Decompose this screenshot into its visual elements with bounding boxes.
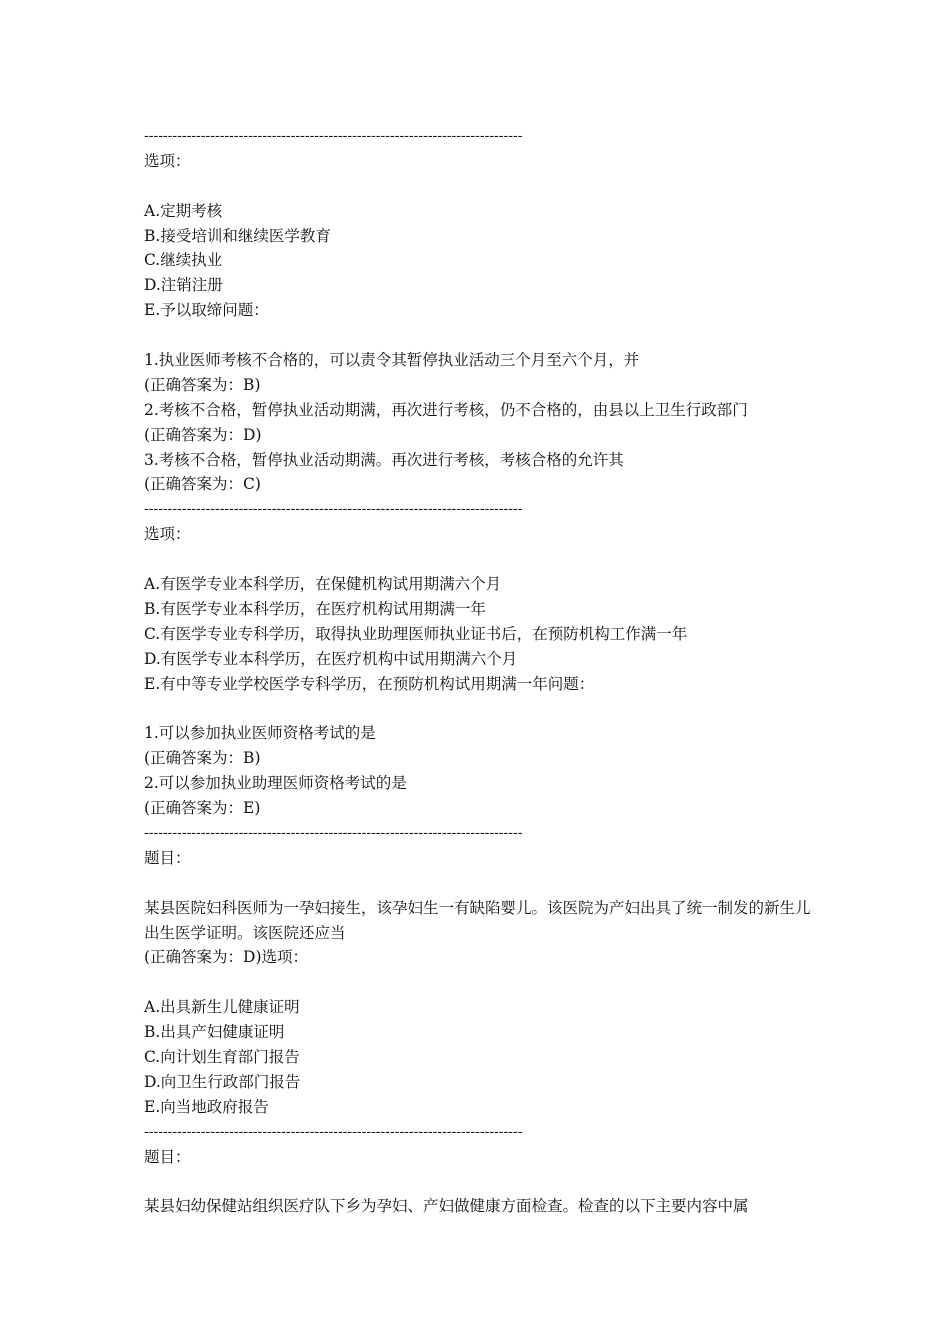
option-e: E.向当地政府报告 [144, 1097, 269, 1116]
option-a: A.出具新生儿健康证明 [144, 998, 300, 1017]
topic-text: 某县医院妇科医师为一孕妇接生，该孕妇生一有缺陷婴儿。该医院为产妇出具了统一制发的新生儿出生医学证明。该医院还应当 [144, 898, 811, 942]
separator-line: -------------------------------------------------------------------------------- [144, 128, 523, 144]
question-1: 1.可以参加执业医师资格考试的是 [144, 724, 376, 743]
answer: (正确答案为：C) [144, 475, 261, 494]
document-body [144, 124, 824, 1219]
question-2: 2.考核不合格，暂停执业活动期满，再次进行考核，仍不合格的，由县以上卫生行政部门 [144, 400, 748, 419]
separator-line: -------------------------------------------------------------------------------- [144, 824, 523, 841]
blank-line [144, 323, 824, 348]
topic-heading: 题目： [144, 1147, 191, 1166]
option-a: A.有医学专业本科学历，在保健机构试用期满六个月 [144, 575, 502, 594]
separator-line: -------------------------------------------------------------------------------- [144, 1123, 523, 1140]
options-heading: 选项： [144, 151, 191, 170]
option-c: C.继续执业 [144, 251, 223, 270]
answer: (正确答案为：D)选项： [144, 948, 309, 967]
options-heading: 选项： [144, 525, 191, 544]
option-d: D.有医学专业本科学历，在医疗机构中试用期满六个月 [144, 649, 518, 668]
option-e: E.予以取缔问题： [144, 301, 269, 320]
question-3: 3.考核不合格，暂停执业活动期满。再次进行考核，考核合格的允许其 [144, 450, 624, 469]
option-b: B.有医学专业本科学历，在医疗机构试用期满一年 [144, 599, 486, 618]
question-1: 1.执业医师考核不合格的，可以责令其暂停执业活动三个月至六个月，并 [144, 351, 640, 370]
separator-line: -------------------------------------------------------------------------------- [144, 501, 523, 518]
option-a: A.定期考核 [144, 201, 223, 220]
blank-line [144, 970, 824, 995]
option-e: E.有中等专业学校医学专科学历，在预防机构试用期满一年问题： [144, 674, 595, 693]
topic-heading: 题目： [144, 848, 191, 867]
option-b: B.出具产妇健康证明 [144, 1023, 285, 1042]
answer: (正确答案为：E) [144, 799, 261, 818]
option-d: D.注销注册 [144, 276, 223, 295]
option-c: C.有医学专业专科学历，取得执业助理医师执业证书后，在预防机构工作满一年 [144, 624, 688, 643]
blank-line [144, 1169, 824, 1194]
topic-text: 某县妇幼保健站组织医疗队下乡为孕妇、产妇做健康方面检查。检查的以下主要内容中属 [144, 1197, 749, 1216]
blank-line [144, 547, 824, 572]
blank-line [144, 871, 824, 896]
option-b: B.接受培训和继续医学教育 [144, 226, 331, 245]
answer: (正确答案为：B) [144, 375, 261, 394]
blank-line [144, 174, 824, 199]
answer: (正确答案为：D) [144, 425, 262, 444]
blank-line [144, 696, 824, 721]
question-2: 2.可以参加执业助理医师资格考试的是 [144, 774, 407, 793]
option-c: C.向计划生育部门报告 [144, 1047, 300, 1066]
answer: (正确答案为：B) [144, 749, 261, 768]
option-d: D.向卫生行政部门报告 [144, 1072, 301, 1091]
